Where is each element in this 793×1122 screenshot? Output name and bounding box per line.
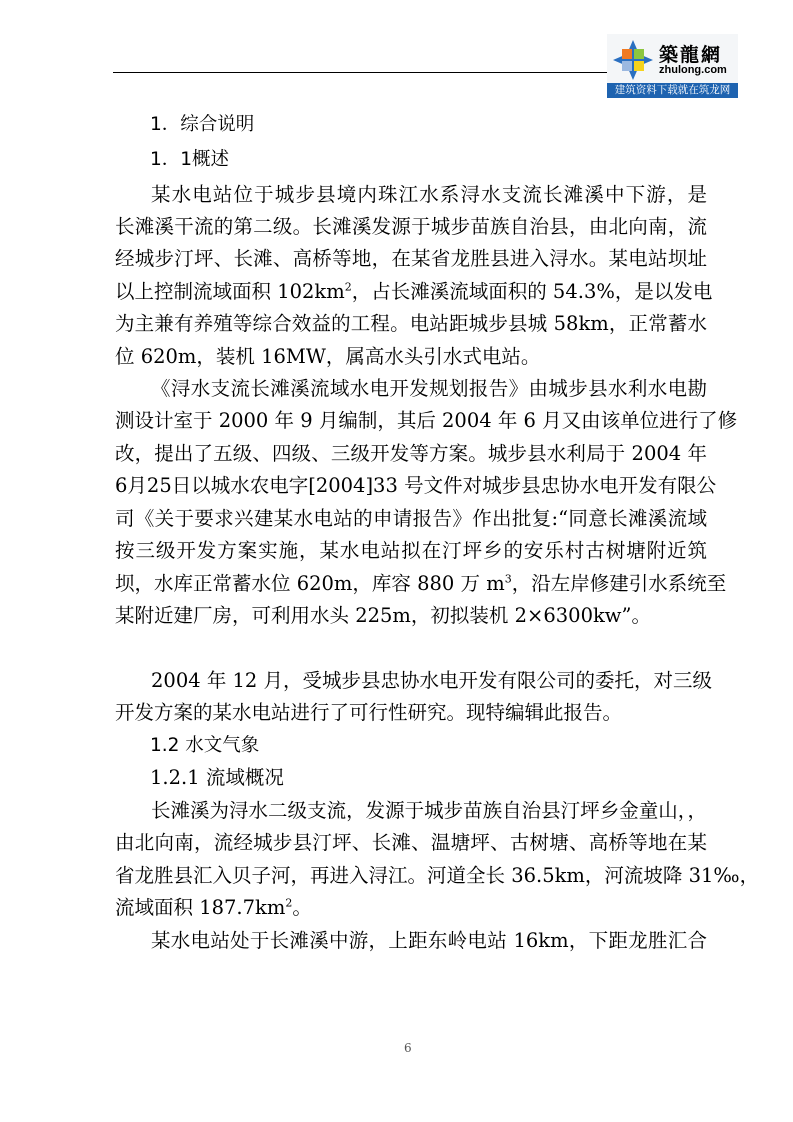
paragraph-line: 为主兼有养殖等综合效益的工程。电站距城步县城 58km，正常蓄水 — [115, 312, 707, 335]
paragraph-line: 某附近建厂房，可利用水头 225m，初拟装机 2×6300kw”。 — [115, 604, 651, 627]
paragraph-line: 6月25日以城水农电字[2004]33 号文件对城步县忠协水电开发有限公 — [115, 474, 717, 497]
paragraph-line: 司《关于要求兴建某水电站的申请报告》作出批复:“同意长滩溪流域 — [115, 507, 707, 530]
superscript: 2 — [285, 896, 293, 910]
paragraph-line — [115, 572, 727, 596]
zhulong-logo — [607, 34, 738, 98]
paragraph-line: 长滩溪为浔水二级支流，发源于城步苗族自治县汀坪乡金童山，， — [151, 799, 707, 822]
paragraph-line: 按三级开发方案实施，某水电站拟在汀坪乡的安乐村古树塘附近筑 — [115, 539, 707, 562]
logo-slogan: 建筑资料下载就在筑龙网 — [607, 83, 738, 98]
text: ，沿左岸修建引水系统至 — [511, 572, 727, 595]
paragraph-line: 开发方案的某水电站进行了可行性研究。现特编辑此报告。 — [115, 701, 623, 724]
paragraph-line: 某水电站处于长滩溪中游，上距东岭电站 16km，下距龙胜汇合 — [151, 929, 707, 952]
heading-1-2-1: 1.2.1 流域概况 — [150, 766, 284, 789]
heading-1: 1．综合说明 — [150, 114, 255, 135]
page-number: 6 — [404, 1041, 412, 1055]
heading-1-2: 1.2 水文气象 — [150, 735, 260, 756]
logo-mark-icon — [613, 40, 653, 80]
text: 坝，水库正常蓄水位 620m，库容 880 万 m — [115, 572, 505, 595]
paragraph-line: 测设计室于 2000 年 9 月编制，其后 2004 年 6 月又由该单位进行了修 — [115, 409, 738, 432]
heading-1-1: 1．1概述 — [150, 149, 230, 170]
header-rule — [113, 72, 607, 73]
superscript: 3 — [504, 572, 512, 586]
superscript: 2 — [344, 280, 352, 294]
text: 流域面积 187.7km — [115, 896, 286, 919]
paragraph-line — [115, 896, 707, 920]
text: 以上控制流域面积 102km — [115, 280, 345, 303]
paragraph-line — [115, 280, 713, 304]
logo-domain: zhulong.com — [659, 64, 727, 76]
paragraph-line: 长滩溪干流的第二级。长滩溪发源于城步苗族自治县，由北向南，流 — [115, 215, 707, 238]
text: ，占长滩溪流域面积的 54.3%，是以发电 — [351, 280, 713, 303]
paragraph-line: 《浔水支流长滩溪流域水电开发规划报告》由城步县水利水电勘 — [151, 377, 707, 400]
logo-name: 築龍網 — [659, 44, 723, 66]
paragraph-line: 2004 年 12 月，受城步县忠协水电开发有限公司的委托，对三级 — [151, 669, 713, 692]
paragraph-line: 经城步汀坪、长滩、高桥等地，在某省龙胜县进入浔水。某电站坝址 — [115, 247, 707, 270]
paragraph-line: 位 620m，装机 16MW，属高水头引水式电站。 — [115, 345, 541, 368]
paragraph-line: 由北向南，流经城步县汀坪、长滩、温塘坪、古树塘、高桥等地在某 — [115, 831, 707, 854]
paragraph-line: 省龙胜县汇入贝子河，再进入浔江。河道全长 36.5km，河流坡降 31‰， — [115, 864, 760, 887]
text: 。 — [292, 896, 312, 919]
paragraph-line: 改，提出了五级、四级、三级开发等方案。城步县水利局于 2004 年 — [115, 442, 707, 465]
paragraph-line: 某水电站位于城步县境内珠江水系浔水支流长滩溪中下游，是 — [151, 183, 707, 206]
